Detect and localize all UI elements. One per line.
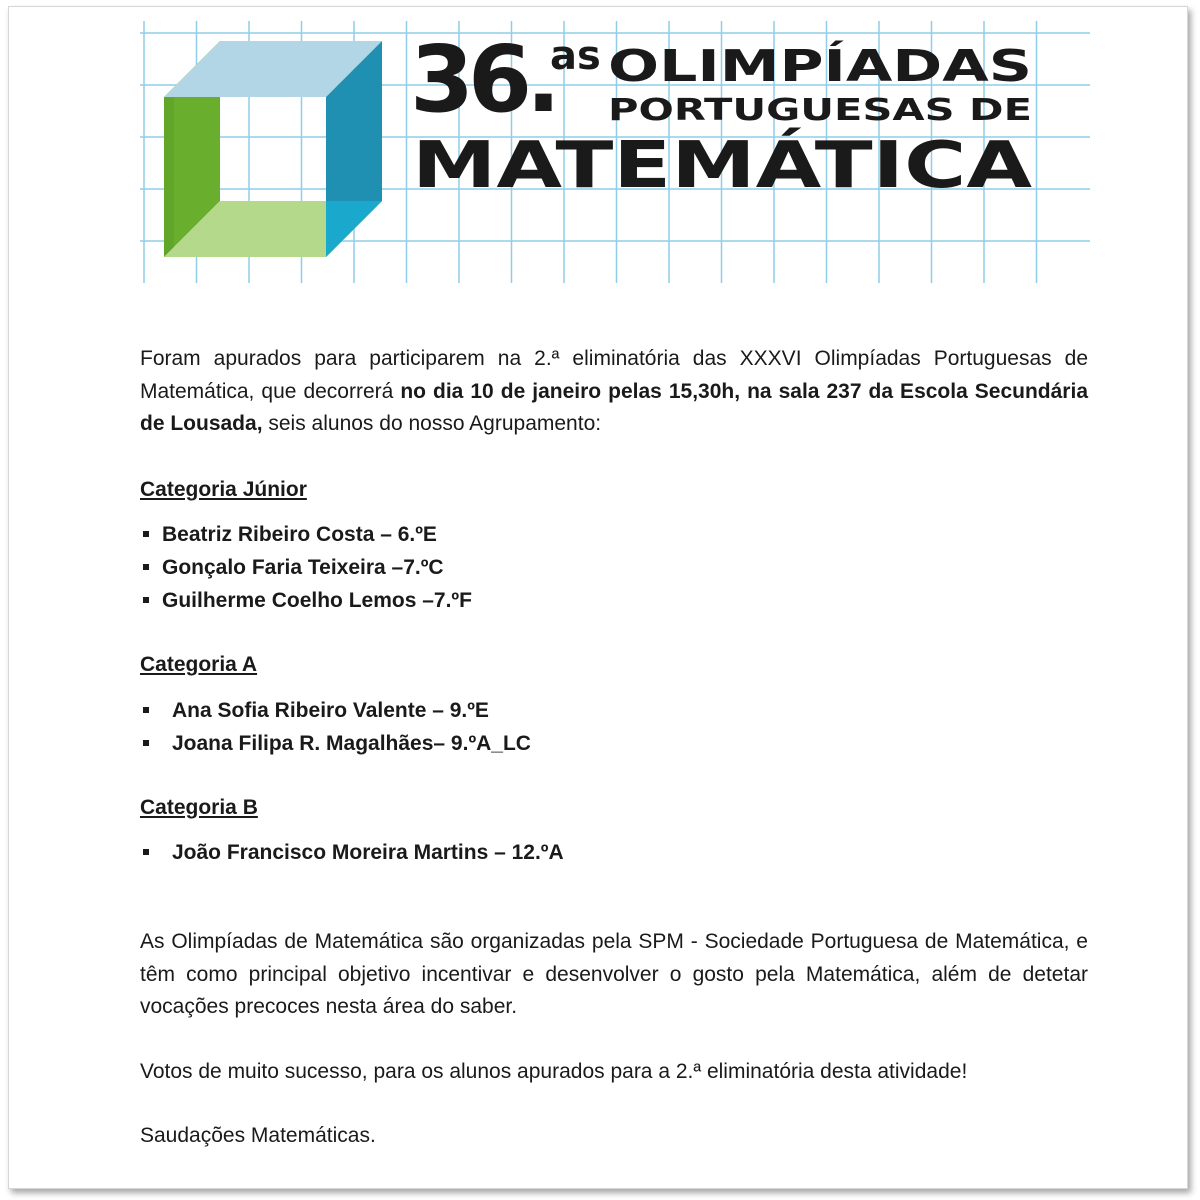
bullet-icon [143,849,149,855]
list-item [140,584,1088,617]
list-item [140,518,1088,551]
student-name: Guilherme Coelho Lemos –7.ºF [162,589,472,612]
list-item [140,694,1088,727]
wishes-paragraph: Votos de muito sucesso, para os alunos apurados para a 2.ª eliminatória desta atividade! [140,1059,968,1083]
list-item [140,727,1088,760]
intro-paragraph [140,343,1088,441]
banner-title-line1: OLIMPÍADAS [608,41,919,92]
intro-text: Foram apurados para participarem na 2.ª eliminatória das XXXVI Olimpíadas Portuguesas de Matemática, que decorrerá [140,347,1088,403]
document-page [8,6,1188,1189]
intro-text-end: seis alunos do nosso Agrupamento: [262,412,602,435]
list-item [140,836,1088,869]
list-item [140,551,1088,584]
category-b-list [140,836,1088,869]
intro-bold-details: no dia 10 de janeiro pelas 15,30h, na sala 237 da Escola Secundária de Lousada, [140,379,1088,435]
edition-number: 36. [410,26,555,133]
edition-superscript: as [550,33,601,79]
bullet-icon [143,531,149,537]
announcement-body [140,343,1088,1153]
olympiad-banner [140,21,1090,283]
student-name: Beatriz Ribeiro Costa – 6.ºE [162,523,437,546]
banner-graphic [140,21,1090,283]
category-junior-list [140,518,1088,617]
bullet-icon [143,597,149,603]
student-name: Ana Sofia Ribeiro Valente – 9.ºE [172,698,489,722]
cube-logo-icon [164,41,382,257]
bullet-icon [143,707,149,713]
category-junior-title: Categoria Júnior [140,477,307,501]
student-name: Gonçalo Faria Teixeira –7.ºC [162,556,444,579]
category-a-list [140,694,1088,760]
bullet-icon [143,564,149,570]
about-paragraph: As Olimpíadas de Matemática são organizadas pela SPM - Sociedade Portuguesa de Matemática, e têm como principal objetivo incentivar e desenvolver o gosto pela Matemática, além de detetar vocações precoces nesta área do saber. [140,930,1088,1018]
closing-line: Saudações Matemáticas. [140,1124,376,1147]
student-name: João Francisco Moreira Martins – 12.ºA [172,841,564,864]
bullet-icon [143,740,149,746]
category-b-title: Categoria B [140,795,258,819]
category-a-title: Categoria A [140,653,258,676]
student-name: Joana Filipa R. Magalhães– 9.ºA_LC [172,731,531,755]
banner-title-line2: PORTUGUESAS DE [608,93,1032,128]
banner-title-line3: MATEMÁTICA [412,129,880,203]
